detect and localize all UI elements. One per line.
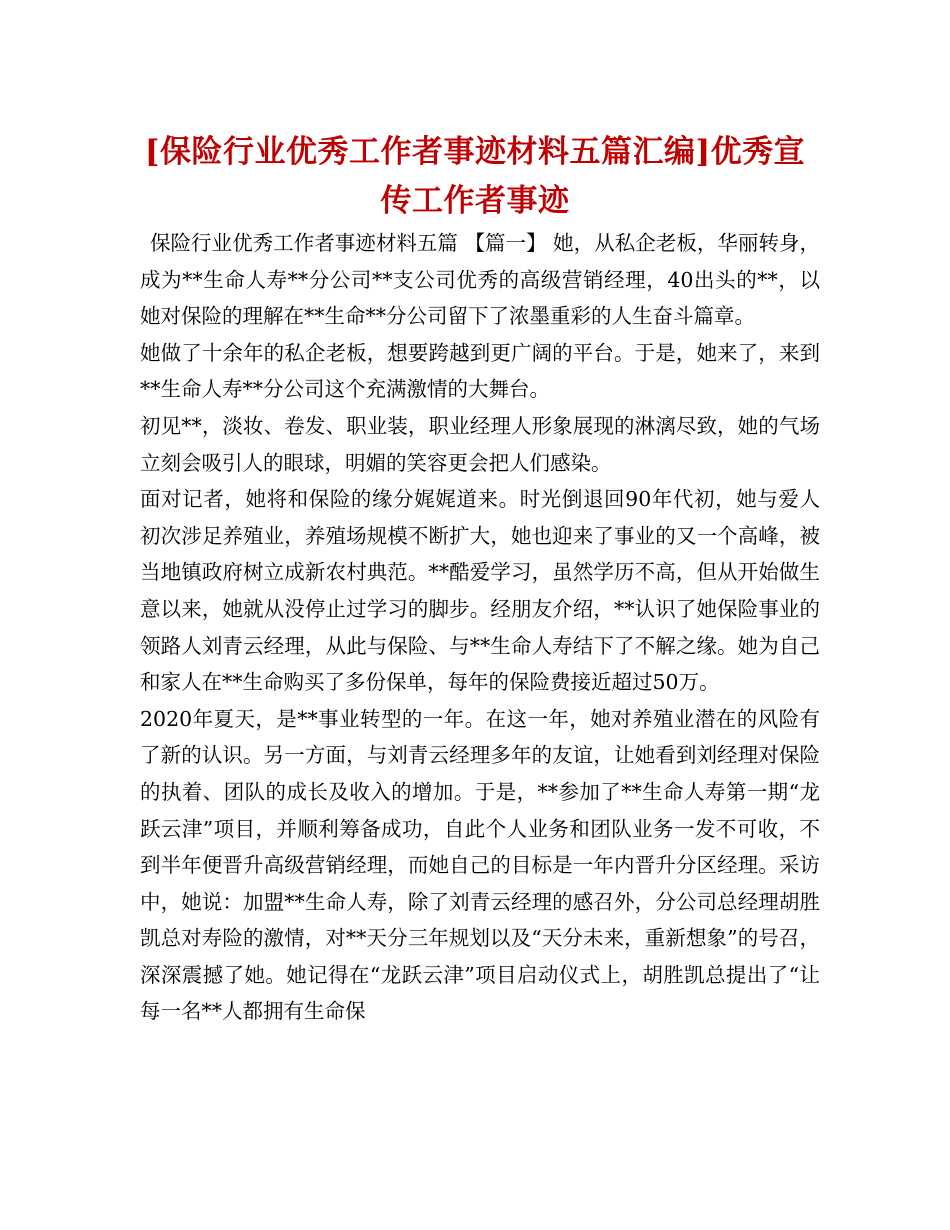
paragraph-3: 初见**，淡妆、卷发、职业装，职业经理人形象展现的淋漓尽致，她的气场立刻会吸引人的眼球，明媚的笑容更会把人们感染。 bbox=[140, 413, 820, 475]
paragraph-2: 她做了十余年的私企老板，想要跨越到更广阔的平台。于是，她来了，来到**生命人寿**分公司这个充满激情的大舞台。 bbox=[140, 340, 820, 402]
paragraph-4: 面对记者，她将和保险的缘分娓娓道来。时光倒退回90年代初，她与爱人初次涉足养殖业，养殖场规模不断扩大，她也迎来了事业的又一个高峰，被当地镇政府树立成新农村典范。**酷爱学习，虽然学历不高，但从开始做生意以来，她就从没停止过学习的脚步。经朋友介绍，**认识了她保险事业的领路人刘青云经理，从此与保险、与**生命人寿结下了不解之缘。她为自己和家人在**生命购买了多份保单，每年的保险费接近超过50万。 bbox=[140, 487, 820, 695]
document-body bbox=[140, 225, 820, 1030]
paragraph-5: 2020年夏天，是**事业转型的一年。在这一年，她对养殖业潜在的风险有了新的认识。另一方面，与刘青云经理多年的友谊，让她看到刘经理对保险的执着、团队的成长及收入的增加。于是，**参加了**生命人寿第一期“龙跃云津”项目，并顺利筹备成功，自此个人业务和团队业务一发不可收，不到半年便晋升高级营销经理，而她自己的目标是一年内晋升分区经理。采访中，她说：加盟**生命人寿，除了刘青云经理的感召外，分公司总经理胡胜凯总对寿险的激情，对**天分三年规划以及“天分未来，重新想象”的号召，深深震撼了她。她记得在“龙跃云津”项目启动仪式上，胡胜凯总提出了“让每一名**人都拥有生命保 bbox=[140, 706, 820, 1024]
paragraph-1: 保险行业优秀工作者事迹材料五篇 【篇一】 她，从私企老板，华丽转身，成为**生命人寿**分公司**支公司优秀的高级营销经理，40出头的**，以她对保险的理解在**生命**分公司留下了浓墨重彩的人生奋斗篇章。 bbox=[140, 231, 820, 329]
document-title: [保险行业优秀工作者事迹材料五篇汇编]优秀宣传工作者事迹 bbox=[144, 134, 806, 219]
